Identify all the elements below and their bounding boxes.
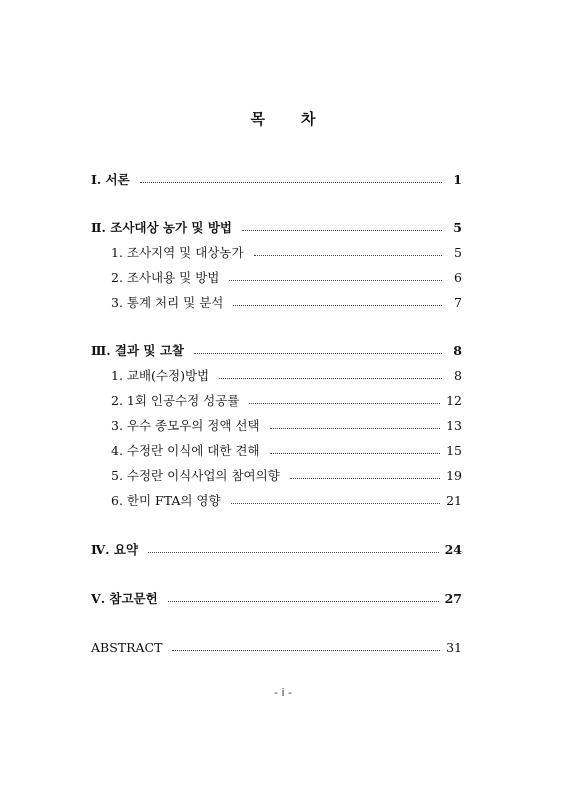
dot-leader <box>194 353 442 354</box>
toc-entry-page: 15 <box>446 443 462 458</box>
toc-entry-results-3[interactable] <box>0 416 566 434</box>
toc-entry-label: 2. 조사내용 및 방법 <box>111 270 220 285</box>
toc-entry-methods-3[interactable] <box>0 293 566 311</box>
toc-entry-label: 3. 통계 처리 및 분석 <box>111 295 224 310</box>
toc-entry-label: 5. 수정란 이식사업의 참여의향 <box>111 468 280 483</box>
dot-leader <box>233 305 442 306</box>
toc-entry-page: 13 <box>446 418 462 433</box>
dot-leader <box>270 453 441 454</box>
toc-entry-label: 1. 교배(수정)방법 <box>111 368 210 383</box>
dot-leader <box>148 552 439 553</box>
toc-entry-results[interactable] <box>0 341 566 359</box>
toc-entry-results-2[interactable] <box>0 391 566 409</box>
toc-entry-page: 1 <box>453 172 462 187</box>
dot-leader <box>172 650 440 651</box>
toc-entry-page: 5 <box>454 245 462 260</box>
toc-entry-page: 6 <box>454 270 462 285</box>
dot-leader <box>168 601 439 602</box>
toc-entry-page: 8 <box>453 343 462 358</box>
toc-entry-results-6[interactable] <box>0 491 566 509</box>
toc-entry-page: 21 <box>446 493 462 508</box>
dot-leader <box>140 182 442 183</box>
dot-leader <box>254 255 442 256</box>
toc-entry-abstract[interactable] <box>0 638 566 656</box>
toc-entry-label: 4. 수정란 이식에 대한 견해 <box>111 443 260 458</box>
toc-entry-methods[interactable] <box>0 218 566 236</box>
toc-entry-page: 24 <box>444 542 462 557</box>
toc-entry-page: 12 <box>446 393 462 408</box>
toc-entry-label: 1. 조사지역 및 대상농가 <box>111 245 244 260</box>
toc-entry-label: Ⅴ. 참고문헌 <box>91 591 158 606</box>
toc-entry-references[interactable] <box>0 589 566 607</box>
toc-entry-label: Ⅳ. 요약 <box>91 542 139 557</box>
toc-entry-label: Ⅲ. 결과 및 고찰 <box>91 343 185 358</box>
toc-entry-page: 19 <box>446 468 462 483</box>
toc-title <box>0 108 566 129</box>
dot-leader <box>270 428 441 429</box>
toc-entry-methods-2[interactable] <box>0 268 566 286</box>
toc-entry-summary[interactable] <box>0 540 566 558</box>
toc-entry-label: ABSTRACT <box>91 640 163 655</box>
toc-entry-label: Ⅰ. 서론 <box>91 172 130 187</box>
toc-entry-label: 2. 1회 인공수정 성공률 <box>111 393 240 408</box>
toc-entry-label: 3. 우수 종모우의 정액 선택 <box>111 418 260 433</box>
toc-title-right: 차 <box>301 110 316 128</box>
toc-entry-page: 27 <box>444 591 462 606</box>
toc-title-left: 목 <box>250 110 265 128</box>
toc-entry-page: 8 <box>454 368 462 383</box>
toc-entry-results-1[interactable] <box>0 366 566 384</box>
toc-entry-methods-1[interactable] <box>0 243 566 261</box>
toc-entry-label: Ⅱ. 조사대상 농가 및 방법 <box>91 220 232 235</box>
toc-entry-intro[interactable] <box>0 170 566 188</box>
toc-entry-page: 7 <box>454 295 462 310</box>
toc-entry-page: 5 <box>453 220 462 235</box>
toc-entry-page: 31 <box>446 640 462 655</box>
toc-entry-label: 6. 한미 FTA의 영향 <box>111 493 221 508</box>
dot-leader <box>229 280 442 281</box>
dot-leader <box>242 230 442 231</box>
dot-leader <box>249 403 440 404</box>
dot-leader <box>219 378 442 379</box>
dot-leader <box>231 503 441 504</box>
page-number: - i - <box>274 686 292 699</box>
dot-leader <box>290 478 440 479</box>
toc-entry-results-4[interactable] <box>0 441 566 459</box>
toc-entry-results-5[interactable] <box>0 466 566 484</box>
